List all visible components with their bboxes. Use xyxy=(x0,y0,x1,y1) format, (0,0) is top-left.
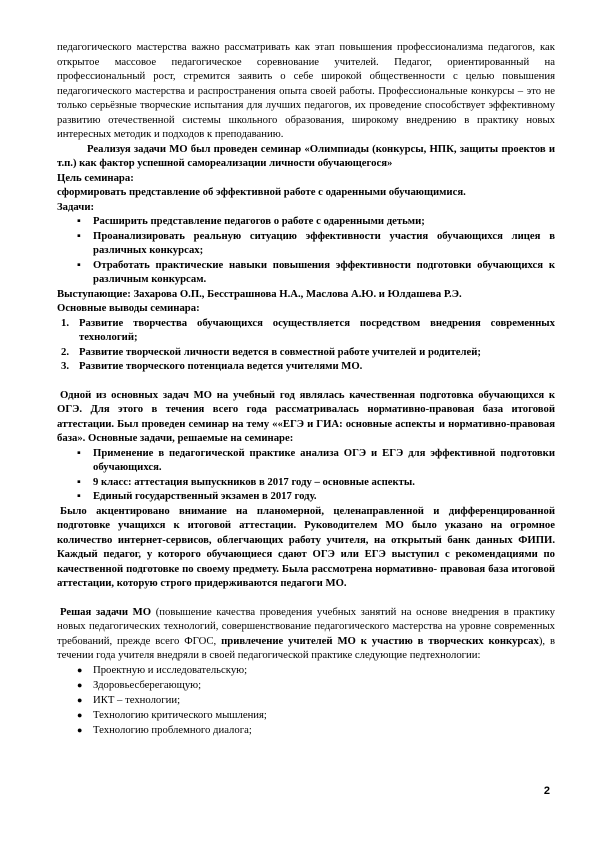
page-number: 2 xyxy=(543,785,550,797)
list-item: 2. Развитие творческой личности ведется в совместной работе учителей и родителей; xyxy=(61,345,481,358)
tasks-label: Задачи: xyxy=(57,200,95,213)
bullet-icon: ▪ xyxy=(77,258,81,271)
paragraph-intro: педагогического мастерства важно рассматривать как этап повышения профессионализма педагогов, как открытое массовое педагогическое соревнование учителей. Педагог, ориентированный на профессиональный рост, стремится заявить о себе широкой общественности с целью повышения педагогического мастерства и распространения опыта своей работы. Профессиональные конкурсы – это не только серьёзные творческие испытания для лучших педагогов, их проведение способствует эффективному развитию отечественной системы школьного образования, широкому внедрению в практику новых интересных методик и подходов к преподаванию. xyxy=(57,41,555,140)
document-page xyxy=(57,40,555,738)
list-item: ▪ Единый государственный экзамен в 2017 году. xyxy=(77,490,317,502)
conclusions-list xyxy=(57,316,555,374)
list-item: ▪ 9 класс: аттестация выпускников в 2017 году – основные аспекты. xyxy=(77,475,415,488)
bullet-icon: ▪ xyxy=(77,475,81,488)
bullet-icon: ▪ xyxy=(77,215,81,227)
bullet-icon: ● xyxy=(77,694,83,705)
list-item: ● Технологию проблемного диалога; xyxy=(77,723,252,736)
goal-text: сформировать представление об эффективной работе с одаренными обучающимися. xyxy=(57,186,466,198)
list-item: ● Проектную и исследовательскую; xyxy=(77,663,248,676)
bullet-icon: ● xyxy=(77,664,83,675)
list-item: ● Здоровьесберегающую; xyxy=(77,678,202,691)
list-item: 1. Развитие творчества обучающихся осуществляется посредством внедрения современных технологий; xyxy=(61,316,555,343)
bullet-icon: ● xyxy=(77,679,83,690)
conclusions-label: Основные выводы семинара: xyxy=(57,302,200,314)
bullet-icon: ▪ xyxy=(77,490,81,502)
seminar-tasks-list xyxy=(57,446,555,504)
goal-label: Цель семинара: xyxy=(57,171,134,184)
paragraph-seminar-1: Реализуя задачи МО был проведен семинар «Олимпиады (конкурсы, НПК, защиты проектов и т.п.) как фактор успешной самореализации личности обучающегося» xyxy=(57,142,555,169)
tasks-list xyxy=(57,214,555,287)
list-item: ▪ Расширить представление педагогов о работе с одаренными детьми; xyxy=(77,215,425,227)
list-item: ▪ Отработать практические навыки повышения эффективности подготовки обучающихся к различным конкурсам. xyxy=(77,258,555,285)
list-item: ▪ Применение в педагогической практике анализа ОГЭ и ЕГЭ для эффективной подготовки обучающихся. xyxy=(77,446,555,473)
paragraph-technologies: Решая задачи МО (повышение качества проведения учебных занятий на основе внедрения в практику новых педагогических технологий, совершенствование педагогического мастерства на уровне современных требований, прежде всего ФГОС, привлечение учителей МО к участию в творческих конкурсах), в течении года учителя внедряли в своей педагогической практике следующие педтехнологии: xyxy=(57,605,556,661)
bullet-icon: ▪ xyxy=(77,229,81,242)
list-item: ▪ Проанализировать реальную ситуацию эффективности участия обучающихся лицея в различных конкурсах; xyxy=(77,229,555,256)
list-item: 3. Развитие творческого потенциала ведется учителями МО. xyxy=(61,360,363,372)
paragraph-attestation: Было акцентировано внимание на планомерной, целенаправленной и дифференцированной подготовке учащихся к итоговой аттестации. Руководителем МО было указано на огромное количество интернет-сервисов, облегчающих работу учителя, на открытый банк данных ФИПИ. Каждый педагог, у которого обучающиеся сдают ОГЭ или ЕГЭ выступил с рекомендациями по качественной подготовке по своему предмету. Была рассмотрена нормативно- правовая база итоговой аттестации, которую строго придерживаются педагоги МО. xyxy=(57,504,555,589)
paragraph-oge: Одной из основных задач МО на учебный год являлась качественная подготовка обучающихся к ОГЭ. Для этого в течения всего года рассматривалась нормативно-правовая база итоговой аттестации. Был проведен семинар на тему ««ЕГЭ и ГИА: основные аспекты и нормативно-правовая база». Основные задачи, решаемые на семинаре: xyxy=(57,388,555,444)
speakers: Выступающие: Захарова О.П., Бесстрашнова Н.А., Маслова А.Ю. и Юлдашева Р.Э. xyxy=(57,287,462,300)
bullet-icon: ▪ xyxy=(77,446,81,459)
list-item: ● Технологию критического мышления; xyxy=(77,708,267,721)
bullet-icon: ● xyxy=(77,724,83,735)
list-item: ● ИКТ – технологии; xyxy=(77,693,181,706)
bullet-icon: ● xyxy=(77,709,83,720)
technologies-list xyxy=(57,663,555,738)
